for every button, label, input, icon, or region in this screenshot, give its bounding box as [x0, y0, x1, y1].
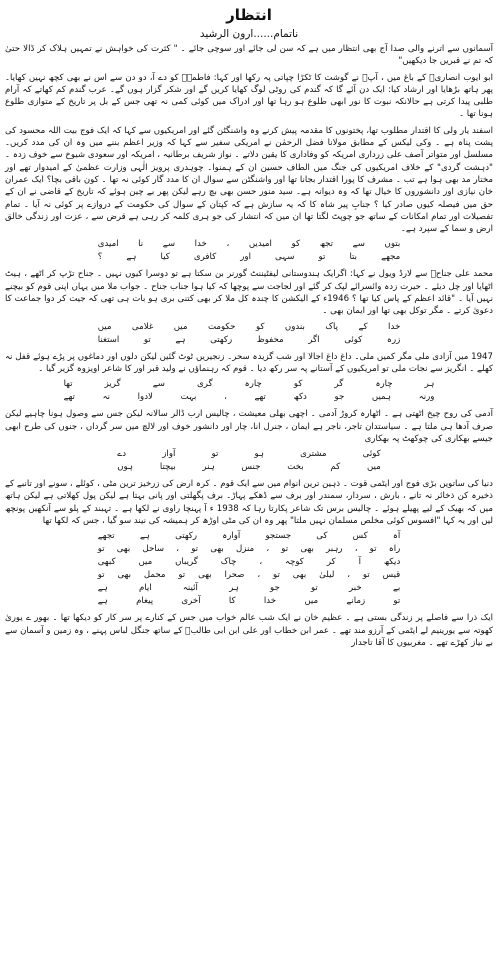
verse-line: راہ تو ، رہبر بھی تو ، منزل بھی تو ، ساحل بھی تو — [97, 544, 401, 555]
article-body — [5, 43, 493, 649]
verse-line: خدا کے پاک بندوں کو حکومت میں غلامی میں — [97, 321, 401, 332]
article-byline: ناتمام......ارون الرشید — [199, 28, 299, 40]
article-title: انتظار — [226, 6, 272, 24]
poetry-verse — [98, 238, 401, 264]
paragraph: محمد علی جناحؒ سے لارڈ ویول نے کہا: اگرایک ہندوستانی لیفٹیننٹ گورنر بن سکتا ہے تو دوسرا کیوں نہیں ۔ جناح تڑپ کر اٹھے ، ہیٹ اٹھایا اور چل دیئے ۔ حیرت زدہ وائسرائے لپک کر گئے اور لجاجت سے پوچھا کہ کیا ہوا جناب جناح ۔ جواب ملا میں یہاں اپنی قوم کو بیچنے نہیں آیا ۔ "قائد اعظم کے پاس کیا تھا ؟ 1946ء کے الیکشن کا چندہ کل ملا کر بھی کتنی بری ہو بات ہی تھی کہ جیت کر دوا جماعت کا دعویٰ کرتے ۔ مگر توکل بھی تھا اور ایمان بھی ۔ — [5, 269, 493, 317]
poetry-verse — [117, 448, 381, 474]
verse-line: ورنہ ہمیں جو دکھ تھے ، بہت لادوا نہ تھے — [63, 392, 435, 403]
paragraph: 1947 میں آزادی ملی مگر کمیں ملی۔ داغ داغ اجالا اور شب گزیدہ سحر۔ زنجیریں ٹوٹ گئیں لیکن دلوں اور دماغوں پر پڑے ہوئے قفل نہ کھلے ۔ انگریز سے نجات ملی تو امریکیوں کے آستانے پہ سر رکھ دیا ۔ قوم کہ رہنماؤں نے ولید قبر اور کا شاعر اویزوہ گزیر گیا ۔ — [5, 351, 493, 374]
poetry-verse — [64, 378, 435, 404]
verse-line: تو زمانے میں خدا کا آخری پیغام ہے — [97, 596, 401, 607]
paragraph: ابو ایوب انصاریؓ کے باغ میں ، آپؐ نے گوشت کا ٹکڑا چپاتی پہ رکھا اور کہا: فاطمہؓ کو دے آ، دو دن سے اس نے بھی کچھ نہیں کھایا۔ پھر ہاتھ بڑھایا اور ارشاد کیا: ایک دن آئے گا کہ گندم کی روٹی لوگ کھایا کریں گے اور شکر گزار ہوں گے۔ عرب گندم کم کھاتے کہ آرام طلبی پیدا کرتی ہے حالانکہ نبوت کا نور ابھی طلوع ہو رہا تھا اور ادراک میں کوئی کمی نہ تھی جس کے بل پر تاریخ کے متوازی طلوع ہونا تھا ۔ — [5, 72, 493, 120]
paragraph: ایک ذرا سے فاصلے پر زندگی بستی ہے ۔ عظیم خان نے ایک شب عالم خواب میں جس کے کنارے پر سر کار کو دیکھا تھا ۔ بھور ے یوریٰ کھوتہ سے یورینیم لے ایٹمی کے آرزو مند تھے ۔ عمر ابن خطاب اور علی ابن ابی طالبؓ کے ساتھ جنگل لباس پہنے ، وہ زمین و آسمان سے بے نیاز کھڑے تھے ۔ مغربیوں کا آقا تاجدار — [5, 613, 493, 648]
paragraph: آدمی کی روح چیخ اٹھتی ہے ۔ اٹھارہ کروڑ آدمی ۔ اچھی بھلی معیشت ، چالیس ارب ڈالر سالانہ لیکن جس سے وصول ہونا چاہیے لیکن صرف آدھا ہی ملتا ہے ۔ سیاستدان تاجر، ناجر ہے ایمان ، جنرل انا، چار اور دانشور خوف اور لالچ میں سر گرداں ، جنوں کی طرح ابھی جیسے بھکاری کی چوکھٹ پہ بھکاری — [5, 409, 493, 444]
verse-line: دیکھ آ کر کوچہ ، چاک گریباں میں کبھی — [97, 557, 401, 568]
paragraph: اسفند یار ولی کا اقتدار مطلوب تھا، پختونوں کا مقدمہ پیش کرنے وہ واشنگٹن گئے اور امریکیوں سے کہا کہ ایک فوج بیت اللہ محسود کی پشت پناہ ہے ۔ وکی لیکس کے مطابق مولانا فضل الرحمٰن نے امریکی سفیر سے کہا کہ وزیر اعظم بننے میں وہ ان کی مدد کریں۔ مسلسل اور متواتر آصف علی زرداری امریکہ کو وفاداری کا یقین دلاتے ۔ نواز شریف برطانیہ ، امریکہ اور سعودی شیوخ سے خوف زدہ ۔ "دہشت گردی" کے خلاف امریکیوں کی جنگ میں الطاف حسین ان کے ہمنوا۔ چوہدری پرویز الٰہی وزارت عظمیٰ کے امیدوار تھے اور مختار مد بھی ہوا ہے تب ۔ مشرف کا پورا اقتدار بجانا تھا اور واشنگٹن سے سوال ان کا مدد گار کوئی نہ تھا ۔ کون باقی بچا؟ ایک عمران خان نیازی اور دانشوروں کا خیال تھا کہ وہ دیوانہ ہے۔ سید منور حسن بھی بچ رہے لیکن پھر بے چین ہوئے کہ تاریخ کے قاضی نے ان کے حق میں فیصلہ کیوں صادر کیا ؟ جنابِ پیر شاہ کا کہ یہ سازش ہے کہ کپتان کے سوال کی حکومت کے دروازے پر کوئی نہ آیا ۔ تمام تفصیلات اور تمام امکانات کے ساتھ جو چوپٹ لگتا تھا ان میں کہ انتشار کی جو ہری کلمہ کر رہی ہے قرض سے ، عزت اور زندگی خالق ارض و سما کے سپرد ہے۔ — [5, 125, 493, 235]
poetry-verse — [98, 321, 401, 347]
paragraph: آسمانوں سے اترنے والی صدا آج بھی انتظار میں ہے کہ سن لی جائے اور سوچی جائے ۔ " کثرت کی خواہش نے تمہیں ہلاک کر ڈالا حتیٰ کہ تم نے قبریں جا دیکھیں" — [5, 44, 493, 67]
verse-line: بتوں سے تجھ کو امیدیں ، خدا سے نا امیدی — [97, 239, 401, 250]
paragraph: دنیا کی ساتویں بڑی فوج اور ایٹمی قوت ۔ ذہین ترین انوام میں سے ایک قوم ۔ کرہ ارض کی زرخیز ترین مٹی ، کوئلے ، سونے اور تانبے کے ذخیرہ کن ذخائر نہ تانے ، بارش ، سردار، سمندر اور برف سے ڈھکے پہاڑ۔ برف پگھلتی اور پانی بہتا ہے لیکن پول کھلاتی ہے لیکن ہاتھ میں کہ بھیک کے لیے پھیلے ہوئے ۔ چالیس برس تک شاعر پکارتا رہا کہ 1938 ء آ پہنچا راوی نے لکھا ہے ۔ تہبند کے پلو سے آنکھیں پونچھ لیں اور یہ کہا "افسوس کوئی مخلص مسلمان نہیں ملتا" پھر وہ ان کی مٹی اوڑھ کر ہمیشہ کی نیند سو گیا ، جس کہ لکھا تھا — [5, 479, 493, 527]
verse-line: زرہ کوئی اگر محفوظ رکھتی ہے تو استغنا — [97, 334, 401, 345]
verse-line: قیس تو ، لیلیٰ بھی تو ، صحرا بھی تو محمل بھی تو — [97, 570, 401, 581]
verse-line: کوئی مشتری ہو تو آواز دے — [117, 449, 381, 460]
verse-line: میں کم بخت جنس ہنر بیچتا ہوں — [117, 462, 381, 473]
verse-line: بے خبر تو جو ہر آئینہ ایام ہے — [97, 583, 401, 594]
poetry-verse — [98, 530, 401, 608]
verse-line: مجھے بتا تو سہی اور کافری کیا ہے ؟ — [97, 252, 401, 263]
verse-line: آہ کس کی جستجو آوارہ رکھتی ہے تجھے — [97, 531, 401, 542]
verse-line: ہر چارہ گر کو چارہ گری سے گریز تھا — [63, 379, 435, 390]
